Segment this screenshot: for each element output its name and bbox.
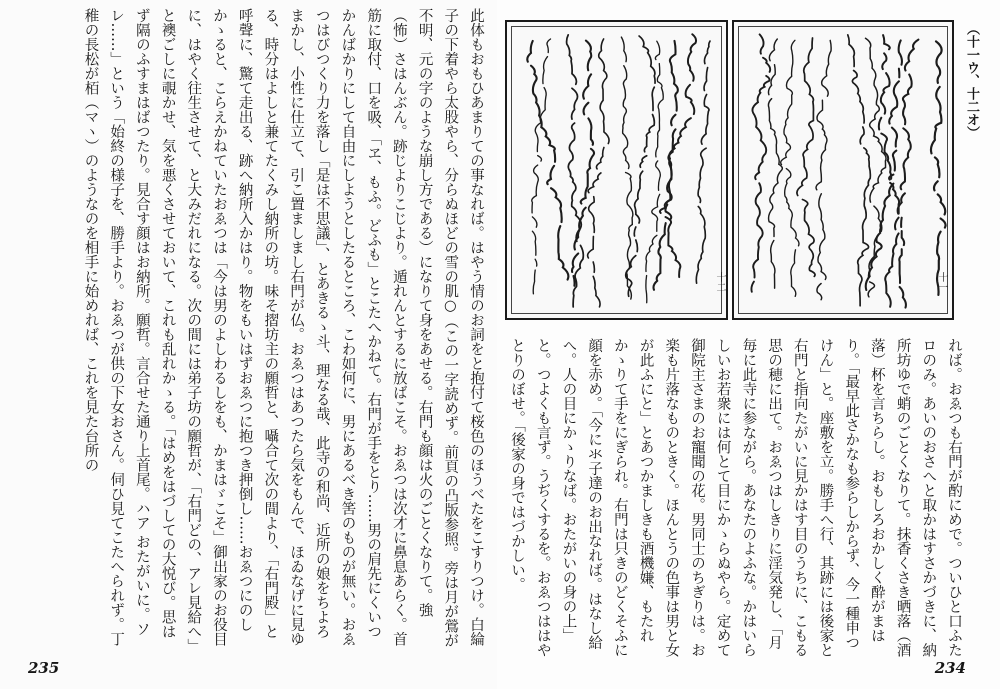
left-page — [0, 0, 497, 689]
left-page-number: 235 — [28, 659, 60, 677]
facsimile-calligraphy-right — [734, 22, 952, 318]
calligraphy-column — [567, 35, 584, 307]
calligraphy-column — [527, 41, 568, 280]
calligraphy-column — [660, 34, 696, 277]
facsimile-caption: （十一ウ、十二オ） — [964, 22, 979, 139]
calligraphy-column — [797, 38, 815, 276]
calligraphy-column — [898, 40, 919, 308]
right-page-number: 234 — [934, 659, 966, 677]
right-page-body-text: れば。おゑつも右門が酌にめで。ついひと口ふたロのみ。あいのおさへと取かはすさかづきに、納所坊ゆで蛸のごとくなりて。抹香くさき晒落（酒落）杯を言ちらし。おもしろおかしく酔がまはり。「最早此さかなも参らしからず、今一種申つけん」と。座敷を立。勝手へ行、其跡には後家と右門と指向たがいに見かはす目のうちに、こもる思の穂に出て。おゑつはしきりに淫気発し、「月毎に此寺に参ながら。あなたのよふな。かはいらしいお若衆には何とて目にかゝらぬやら。定めて御院主さまのお寵聞の花。男同士のちぎりは。お楽も片落なものときく。ほんとうの色事は男と女が此ふにと」とあつかましきも酒機嫌、もたれかゝりて手をにぎられ。右門は只きのどくそふに顔を赤め。「今に氺子達のお出なれば。はなし給へ。人の目にかゝりなば。おたがいの身の上」と。つよくも言ず。うぢくするを。おゑつははやとりのぼせ。「後家の身ではづかしい。 — [509, 338, 962, 657]
left-page-body-text: 此体もおもひあまりての事なれば。はやう情のお詞をと抱付て桜色のほうべたをこすりつけ。白綸子の下着やら太股やら、分らぬほどの雪の肌○（この一字読めず。前頁の凸版参照。旁は月が鶯が不明、元の字のような崩し方である）になりて身をあせる。右門も顔は火のごとくなりて。強（怖）さはんぶん。跡じよりこじより。遁れんとするに放ばこそ。おゑつは次才に鼻息あらく。首筋に取付、口を吸、「ヱ、もふ。どふも」とこたへかねて。右門が手をとり……男の肩先にくいつかんばかりにして自由にしようとしたるところ、こわ如何に、男にあるべき筈のものが無い。おゑつはびつくり力を落し「是は不思議」、とあきるゝ斗、理なる哉、此寺の和尚、近所の娘をちよろまかし、小性に仕立て、引こ置ましまし右門が仏。おゑつはあつたら気をもんで、ほゐなげに見ゆる、時分はよしと兼てたくみし納所の坊。味そ摺坊主の願哲と、囁合て次の間より、「右門殿」と呼聲に、驚て走出る、跡へ納所入かはり。物をもいはずおゑつに抱つき押倒し……おゑつにのしかゝると、こらえかねていたおゑつは「今は男のよしわるしをも、かまはゞこそ」御出家のお役目に、はやく往生させて、と大みだれになる。次の間には弟子坊の願哲が、「右門どの、アレ見給へ」と襖ごしに覗かせ、気を悪くさせておいて、これも乱れかゝる。「はめをはづしての大悦び。思はず隔のふすまはばつたり。見合す顔はお納所。願哲。言合せた通り上首尾。ハア おたがいに。ソレ……」という「始終の様子を、勝手より。おゑつが供の下女おさん。伺ひ見てこたへられず。丁稚の長松が栢（マヽ）のようなのを相手に始めれば、これを見た台所の — [82, 8, 484, 648]
calligraphy-column — [532, 39, 551, 298]
facsimile-panel-left — [505, 20, 728, 320]
facsimile-calligraphy-left — [507, 22, 726, 318]
calligraphy-column — [626, 36, 655, 296]
calligraphy-column — [781, 40, 799, 296]
facsimile-panel-right — [732, 20, 954, 320]
calligraphy-column — [816, 40, 831, 303]
facsimile-folio-mark-left: 十二 — [714, 272, 725, 292]
facsimile-folio-mark-right: 十一 — [936, 272, 947, 292]
calligraphy-column — [848, 35, 871, 306]
calligraphy-column — [696, 41, 710, 283]
calligraphy-column — [866, 40, 902, 290]
calligraphy-column — [931, 41, 946, 295]
calligraphy-column — [751, 34, 770, 295]
calligraphy-column — [588, 39, 609, 307]
